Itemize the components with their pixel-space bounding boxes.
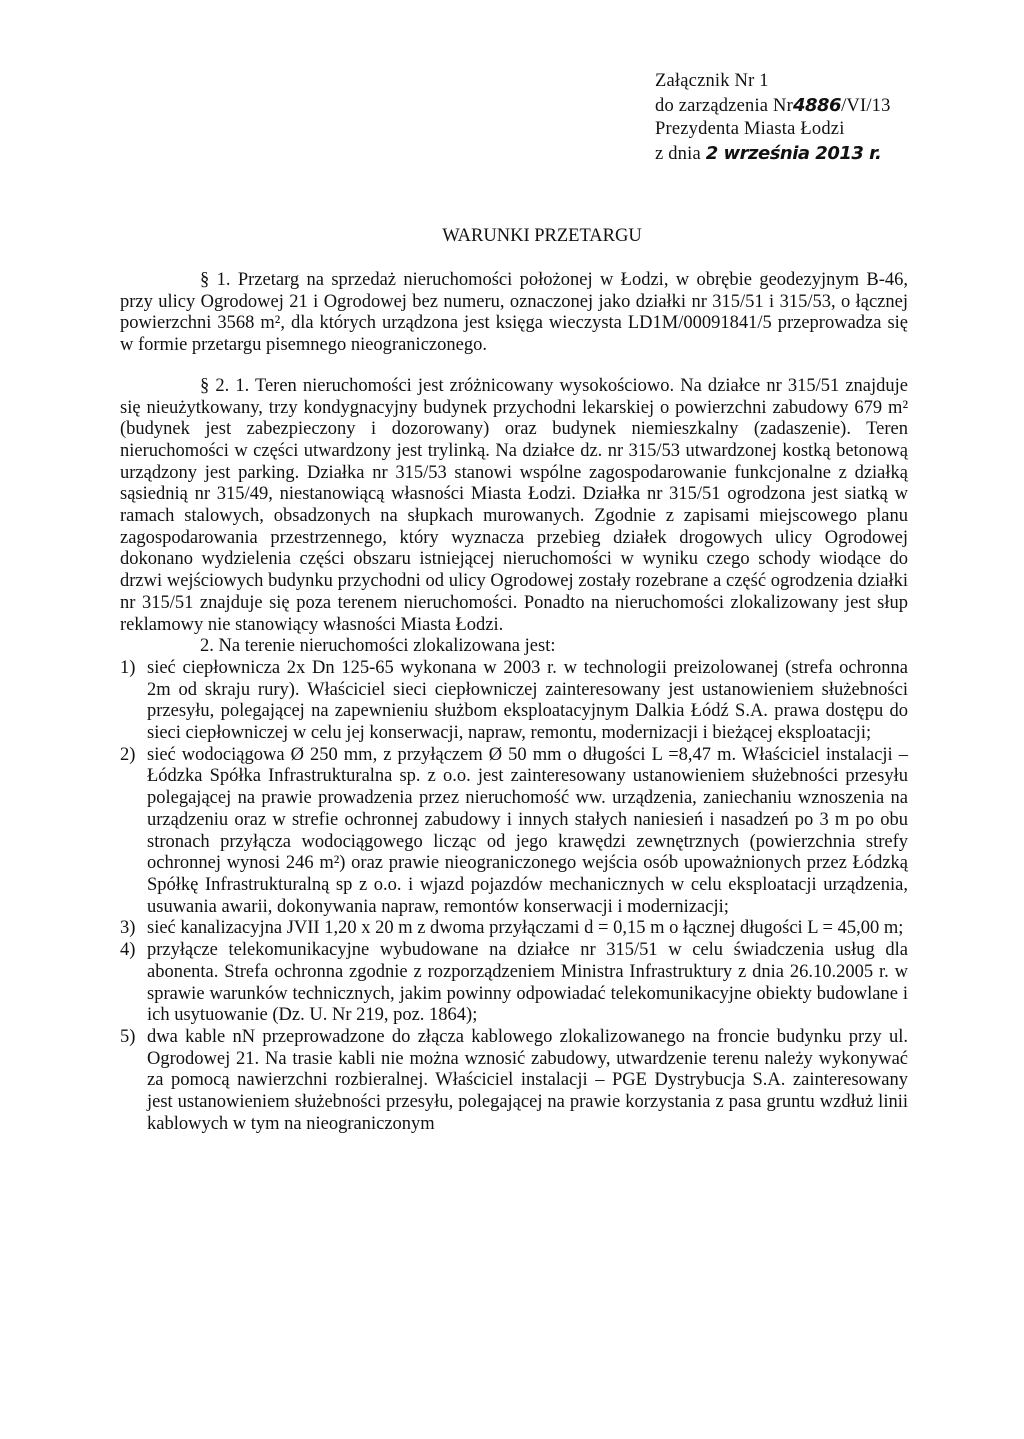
handwritten-ordinance-number: 4886 [792,94,842,116]
header-line-ordinance [655,94,891,119]
list-item [120,1027,908,1136]
list-item [120,940,908,1027]
header-line-date [655,142,891,167]
header-line-attachment: Załącznik Nr 1 [655,71,769,91]
list-item-text: sieć kanalizacyjna JVII 1,20 x 20 m z dwoma przyłączami d = 0,15 m o łącznej długości L = 45,00 m; [147,918,904,939]
list-item-text: sieć wodociągowa Ø 250 mm, z przyłączem Ø 50 mm o długości L =8,47 m. Właściciel instalacji – Łódzka Spółka Infrastrukturalna sp. z o.o. jest zainteresowany ustanowieniem służebności przesyłu polegającej na prawie prowadzenia przez nieruchomość ww. urządzenia, zaniechaniu wznoszenia na urządzeniu oraz w strefie ochronnej zabudowy i innych stałych naniesień i nasadzeń po 3 m po obu stronach przyłącza wodociągowego licząc od jego krawędzi zewnętrznych (powierzchnia strefy ochronnej wynosi 246 m²) oraz prawie nieograniczonego wejścia osób upoważnionych przez Łódzką Spółkę Infrastrukturalną sp z o.o. i wjazd pojazdów mechanicznych w celu eksploatacji urządzenia, usuwania awarii, dokonywania napraw, remontów konserwacji i modernizacji; [147,744,908,917]
paragraph-section-2-2: 2. Na terenie nieruchomości zlokalizowana jest: [200,636,556,657]
list-item-text: sieć ciepłownicza 2x Dn 125-65 wykonana w 2003 r. w technologii preizolowanej (strefa ochronna 2m od skraju rury). Właściciel sieci ciepłowniczej zainteresowany jest ustanowieniem służebności przesyłu, polegającej na zapewnieniu służbom eksploatacyjnym Dalkia Łódź S.A. prawa dostępu do sieci ciepłowniczej w celu jej konserwacji, napraw, remontu, modernizacji i bieżącej eksploatacji; [147,657,908,744]
list-item-number: 1) [120,657,136,678]
paragraph-section-2-1: § 2. 1. Teren nieruchomości jest zróżnicowany wysokościowo. Na działce nr 315/51 znajduje się nieużytkowany, trzy kondygnacyjny budynek przychodni lekarskiej o powierzchni zabudowy 679 m² (budynek jest zabezpieczony i dozorowany) oraz budynek niemieszkalny (zadaszenie). Teren nieruchomości w części utwardzony jest trylinką. Na działce dz. nr 315/53 utwardzonej kostką betonową urządzony jest parking. Działka nr 315/53 stanowi wspólne zagospodarowanie funkcjonalne z działką sąsiednią nr 315/49, niestanowiącą własności Miasta Łodzi. Działka nr 315/51 ogrodzona jest siatką w ramach stalowych, obsadzonych na słupkach murowanych. Zgodnie z zapisami miejscowego planu zagospodarowania przestrzennego, który wyznacza przebieg działek drogowych ulicy Ogrodowej dokonano wydzielenia części obszaru istniejącej nieruchomości w wyniku czego schody wiodące do drzwi wejściowych budynku przychodni od ulicy Ogrodowej zostały rozebrane a część ogrodzenia działki nr 315/51 znajduje się poza terenem nieruchomości. Ponadto na nieruchomości zlokalizowany jest słup reklamowy nie stanowiący własności Miasta Łodzi. [120,375,908,635]
handwritten-date: 2 września 2013 r. [705,142,882,164]
list-item-text: dwa kable nN przeprowadzone do złącza kablowego zlokalizowanego na froncie budynku przy ul. Ogrodowej 21. Na trasie kabli nie można wznosić zabudowy, utwardzenie terenu należy wykonywać za pomocą nawierzchni rozbieralnej. Właściciel instalacji – PGE Dystrybucja S.A. zainteresowany jest ustanowieniem służebności przesyłu, polegającej na prawie korzystania z pasa gruntu wzdłuż linii kablowych w tym na nieograniczonym [147,1026,908,1134]
list-item-number: 3) [120,918,136,939]
ordinance-prefix: do zarządzenia Nr [655,95,793,116]
list-item-number: 4) [120,940,136,961]
utilities-list [120,658,908,1135]
paragraph-section-1: § 1. Przetarg na sprzedaż nieruchomości położonej w Łodzi, w obrębie geodezyjnym B-46, przy ulicy Ogrodowej 21 i Ogrodowej bez numeru, oznaczonej jako działki nr 315/51 i 315/53, o łącznej powierzchni 3568 m², dla których urządzona jest księga wieczysta LD1M/00091841/5 przeprowadza się w formie przetargu pisemnego nieograniczonego. [120,270,908,356]
list-item-text: przyłącze telekomunikacyjne wybudowane na działce nr 315/51 w celu świadczenia usług dla abonenta. Strefa ochronna zgodnie z rozporządzeniem Ministra Infrastruktury z dnia 26.10.2005 r. w sprawie warunków technicznych, jakim powinny odpowiadać telekomunikacyjne obiekty budowlane i ich usytuowanie (Dz. U. Nr 219, poz. 1864); [147,940,908,1026]
list-item [120,745,908,919]
document-title: WARUNKI PRZETARGU [442,226,642,246]
list-item-number: 5) [120,1026,136,1047]
ordinance-suffix: /VI/13 [841,95,891,116]
attachment-header [655,70,891,166]
document-body [120,270,908,1135]
list-item [120,918,908,940]
date-prefix: z dnia [655,143,701,164]
header-line-president: Prezydenta Miasta Łodzi [655,119,845,139]
list-item-number: 2) [120,744,136,765]
list-item [120,658,908,745]
